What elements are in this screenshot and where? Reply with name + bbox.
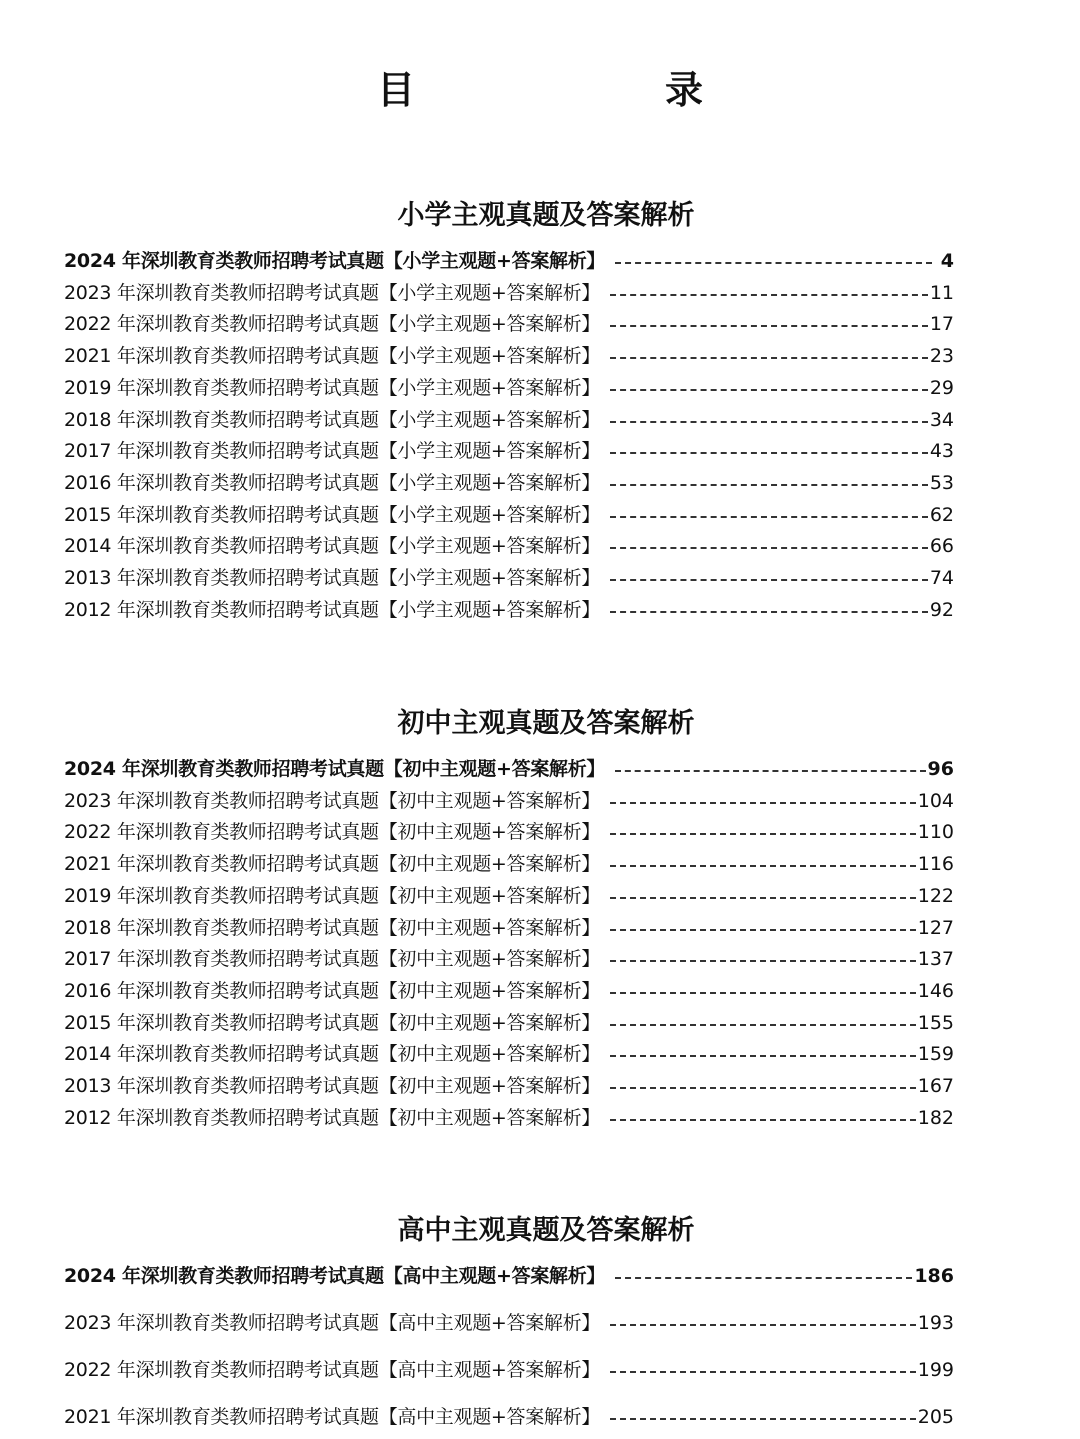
- toc-dot-leader: [610, 421, 928, 423]
- toc-entry-title: 2024 年深圳教育类教师招聘考试真题【小学主观题+答案解析】: [64, 250, 606, 272]
- toc-entry-page-number: 29: [929, 376, 954, 399]
- toc-entry[interactable]: [64, 311, 954, 337]
- toc-entry-page-number: 104: [917, 789, 954, 812]
- section-heading: 高中主观真题及答案解析: [397, 1215, 695, 1246]
- toc-entry-title: 2017 年深圳教育类教师招聘考试真题【小学主观题+答案解析】: [64, 440, 601, 463]
- toc-entry[interactable]: [64, 851, 954, 877]
- toc-entry[interactable]: [64, 756, 954, 782]
- toc-dot-leader: [610, 452, 928, 454]
- toc-dot-leader: [610, 357, 928, 359]
- toc-entry[interactable]: [64, 1073, 954, 1099]
- toc-entry-page-number: 66: [929, 535, 954, 558]
- toc-entry-title: 2019 年深圳教育类教师招聘考试真题【小学主观题+答案解析】: [64, 376, 601, 399]
- toc-entry[interactable]: [64, 819, 954, 845]
- toc-entry-title: 2014 年深圳教育类教师招聘考试真题【小学主观题+答案解析】: [64, 535, 601, 558]
- toc-entry[interactable]: [64, 1041, 954, 1067]
- toc-dot-leader: [610, 325, 928, 327]
- toc-dot-leader: [610, 865, 916, 867]
- toc-entry-title: 2018 年深圳教育类教师招聘考试真题【小学主观题+答案解析】: [64, 408, 601, 431]
- toc-entry[interactable]: [64, 915, 954, 941]
- toc-entry-title: 2022 年深圳教育类教师招聘考试真题【高中主观题+答案解析】: [64, 1359, 601, 1381]
- section-heading: 初中主观真题及答案解析: [397, 708, 695, 739]
- toc-entry-page-number: 96: [927, 758, 954, 780]
- toc-entry[interactable]: [64, 1310, 954, 1336]
- toc-entry-title: 2022 年深圳教育类教师招聘考试真题【小学主观题+答案解析】: [64, 313, 601, 336]
- toc-entry[interactable]: [64, 946, 954, 972]
- toc-entry-page-number: 186: [914, 1265, 954, 1287]
- toc-entry[interactable]: [64, 1010, 954, 1036]
- toc-entry-title: 2022 年深圳教育类教师招聘考试真题【初中主观题+答案解析】: [64, 821, 601, 844]
- toc-entry[interactable]: [64, 470, 954, 496]
- toc-entry[interactable]: [64, 597, 954, 623]
- toc-entry-page-number: 122: [917, 884, 954, 907]
- toc-entry[interactable]: [64, 788, 954, 814]
- toc-entry-page-number: 167: [917, 1075, 954, 1097]
- toc-entry-page-number: 137: [917, 948, 954, 971]
- toc-entry[interactable]: [64, 375, 954, 401]
- toc-dot-leader: [610, 1087, 916, 1089]
- toc-section-primary: [0, 196, 1080, 621]
- toc-dot-leader: [610, 611, 928, 613]
- toc-entry[interactable]: [64, 248, 954, 274]
- toc-dot-leader: [615, 1277, 912, 1279]
- toc-section-senior: [0, 1211, 1080, 1428]
- toc-entry[interactable]: [64, 1263, 954, 1289]
- toc-entry-title: 2015 年深圳教育类教师招聘考试真题【小学主观题+答案解析】: [64, 503, 601, 526]
- toc-entry[interactable]: [64, 533, 954, 559]
- toc-entry-title: 2014 年深圳教育类教师招聘考试真题【初中主观题+答案解析】: [64, 1043, 601, 1066]
- toc-entry-title: 2012 年深圳教育类教师招聘考试真题【初中主观题+答案解析】: [64, 1106, 601, 1129]
- toc-entry-page-number: 199: [917, 1359, 954, 1381]
- toc-entry[interactable]: [64, 1404, 954, 1430]
- toc-entry-title: 2019 年深圳教育类教师招聘考试真题【初中主观题+答案解析】: [64, 884, 601, 907]
- toc-entry-title: 2021 年深圳教育类教师招聘考试真题【初中主观题+答案解析】: [64, 853, 601, 876]
- toc-entry-title: 2016 年深圳教育类教师招聘考试真题【小学主观题+答案解析】: [64, 471, 601, 494]
- toc-entry-page-number: 155: [917, 1011, 954, 1034]
- toc-entry-page-number: 53: [929, 471, 954, 494]
- toc-entry-title: 2013 年深圳教育类教师招聘考试真题【初中主观题+答案解析】: [64, 1075, 601, 1097]
- toc-entry-title: 2024 年深圳教育类教师招聘考试真题【初中主观题+答案解析】: [64, 758, 606, 780]
- toc-entry-title: 2012 年深圳教育类教师招聘考试真题【小学主观题+答案解析】: [64, 598, 601, 621]
- toc-dot-leader: [610, 1371, 916, 1373]
- toc-entry-title: 2015 年深圳教育类教师招聘考试真题【初中主观题+答案解析】: [64, 1011, 601, 1034]
- toc-entry-page-number: 116: [917, 853, 954, 876]
- toc-dot-leader: [610, 389, 928, 391]
- toc-dot-leader: [610, 929, 916, 931]
- toc-dot-leader: [610, 294, 928, 296]
- toc-dot-leader: [615, 262, 932, 264]
- toc-entry-title: 2023 年深圳教育类教师招聘考试真题【初中主观题+答案解析】: [64, 789, 601, 812]
- toc-entry-title: 2017 年深圳教育类教师招聘考试真题【初中主观题+答案解析】: [64, 948, 601, 971]
- toc-entry-title: 2018 年深圳教育类教师招聘考试真题【初中主观题+答案解析】: [64, 916, 601, 939]
- toc-entry-page-number: 127: [917, 916, 954, 939]
- toc-entry-page-number: 205: [917, 1406, 954, 1428]
- toc-entry-page-number: 11: [929, 281, 954, 304]
- toc-entry[interactable]: [64, 502, 954, 528]
- toc-dot-leader: [610, 1418, 916, 1420]
- toc-entry-page-number: 159: [917, 1043, 954, 1066]
- toc-entry-page-number: 92: [929, 598, 954, 621]
- toc-dot-leader: [610, 992, 916, 994]
- toc-entry[interactable]: [64, 343, 954, 369]
- toc-entry-title: 2023 年深圳教育类教师招聘考试真题【小学主观题+答案解析】: [64, 281, 601, 304]
- toc-entry[interactable]: [64, 978, 954, 1004]
- toc-entry-page-number: 34: [929, 408, 954, 431]
- toc-entry-page-number: 43: [929, 440, 954, 463]
- toc-dot-leader: [610, 484, 928, 486]
- toc-dot-leader: [615, 770, 925, 772]
- toc-entry-page-number: 110: [917, 821, 954, 844]
- toc-dot-leader: [610, 579, 928, 581]
- toc-entry-page-number: 193: [917, 1312, 954, 1334]
- toc-dot-leader: [610, 516, 928, 518]
- toc-dot-leader: [610, 1024, 916, 1026]
- toc-entry-title: 2016 年深圳教育类教师招聘考试真题【初中主观题+答案解析】: [64, 979, 601, 1002]
- toc-entry-title: 2021 年深圳教育类教师招聘考试真题【小学主观题+答案解析】: [64, 345, 601, 368]
- toc-dot-leader: [610, 1119, 916, 1121]
- toc-dot-leader: [610, 833, 916, 835]
- toc-section-junior: [0, 704, 1080, 1129]
- toc-entry-title: 2013 年深圳教育类教师招聘考试真题【小学主观题+答案解析】: [64, 567, 601, 589]
- toc-dot-leader: [610, 1324, 916, 1326]
- toc-entry[interactable]: [64, 407, 954, 433]
- toc-dot-leader: [610, 960, 916, 962]
- toc-dot-leader: [610, 802, 916, 804]
- toc-dot-leader: [610, 897, 916, 899]
- toc-entry-title: 2021 年深圳教育类教师招聘考试真题【高中主观题+答案解析】: [64, 1406, 601, 1428]
- toc-dot-leader: [610, 547, 928, 549]
- toc-dot-leader: [610, 1055, 916, 1057]
- page-title: 目 录: [376, 68, 761, 112]
- toc-entry-title: 2023 年深圳教育类教师招聘考试真题【高中主观题+答案解析】: [64, 1312, 601, 1334]
- toc-entry-page-number: 146: [917, 979, 954, 1002]
- toc-entry-page-number: 17: [929, 313, 954, 336]
- toc-entry[interactable]: [64, 280, 954, 306]
- toc-entry-page-number: 23: [929, 345, 954, 368]
- toc-entry[interactable]: [64, 1105, 954, 1131]
- toc-entry-title: 2024 年深圳教育类教师招聘考试真题【高中主观题+答案解析】: [64, 1265, 606, 1287]
- section-heading: 小学主观真题及答案解析: [397, 200, 695, 231]
- toc-entry[interactable]: [64, 883, 954, 909]
- toc-entry[interactable]: [64, 565, 954, 591]
- toc-entry[interactable]: [64, 438, 954, 464]
- toc-entry-page-number: 4: [940, 250, 954, 272]
- toc-entry-page-number: 182: [917, 1106, 954, 1129]
- toc-entry[interactable]: [64, 1357, 954, 1383]
- toc-entry-page-number: 74: [929, 567, 954, 589]
- toc-entry-page-number: 62: [929, 503, 954, 526]
